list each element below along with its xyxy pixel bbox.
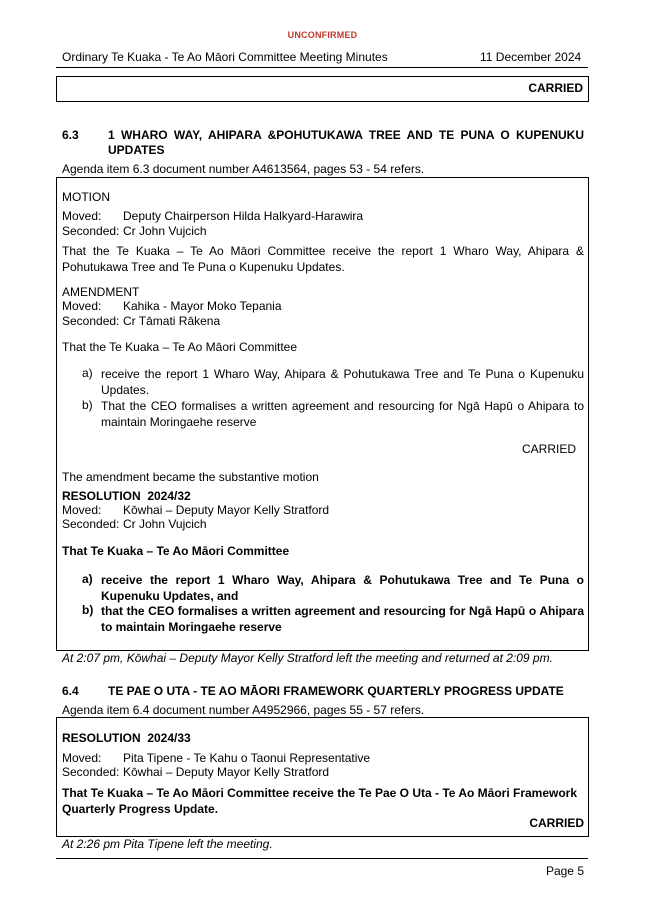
amendment-heading: AMENDMENT bbox=[62, 285, 140, 299]
moved-label: Moved: bbox=[62, 751, 102, 765]
resolution-moved bbox=[62, 503, 329, 518]
amendment-intro: That the Te Kuaka – Te Ao Māori Committee bbox=[62, 340, 298, 354]
motion-seconded bbox=[62, 224, 207, 239]
amendment-mover: Kahika - Mayor Moko Tepania bbox=[123, 299, 282, 313]
item-6-3-reference: Agenda item 6.3 document number A4613564, pages 53 - 54 refers. bbox=[62, 162, 425, 176]
seconded-label: Seconded: bbox=[62, 517, 120, 531]
amendment-item-b-letter: b) bbox=[82, 398, 93, 412]
resolution-seconded bbox=[62, 517, 207, 532]
substantive-note: The amendment became the substantive motion bbox=[62, 470, 319, 484]
amendment-item-a: receive the report 1 Wharo Way, Ahipara & Pohutukawa Tree and Te Puna o Kupenuku Updates. bbox=[101, 367, 584, 397]
resolution-2024-33-seconder: Kōwhai – Deputy Mayor Kelly Stratford bbox=[123, 765, 330, 779]
carried-label: CARRIED bbox=[528, 81, 583, 95]
resolution-item-a: receive the report 1 Wharo Way, Ahipara & Pohutukawa Tree and Te Puna o Kupenuku Updates, and bbox=[101, 573, 584, 603]
resolution-2024-33-heading: RESOLUTION 2024/33 bbox=[62, 731, 191, 745]
moved-label: Moved: bbox=[62, 209, 102, 223]
motion-text: That the Te Kuaka – Te Ao Māori Committee receive the report 1 Wharo Way, Ahipara & Pohutukawa Tree and Te Puna o Kupenuku Updates. bbox=[62, 244, 584, 274]
resolution-intro: That Te Kuaka – Te Ao Māori Committee bbox=[62, 544, 290, 558]
resolution-mover: Kōwhai – Deputy Mayor Kelly Stratford bbox=[123, 503, 330, 517]
item-6-3-title: 1 WHARO WAY, AHIPARA &POHUTUKAWA TREE AND TE PUNA O KUPENUKU UPDATES bbox=[108, 128, 584, 157]
motion-seconder: Cr John Vujcich bbox=[123, 224, 207, 238]
meeting-date: 11 December 2024 bbox=[480, 50, 582, 64]
header-rule bbox=[56, 67, 588, 68]
resolution-2024-33-moved bbox=[62, 751, 370, 766]
resolution-item-b-letter: b) bbox=[82, 603, 94, 617]
motion-mover: Deputy Chairperson Hilda Halkyard-Harawira bbox=[123, 209, 364, 223]
amendment-moved bbox=[62, 299, 282, 314]
resolution-seconder: Cr John Vujcich bbox=[123, 517, 207, 531]
item-6-4-reference: Agenda item 6.4 document number A4952966, pages 55 - 57 refers. bbox=[62, 703, 425, 717]
item-6-3-note: At 2:07 pm, Kōwhai – Deputy Mayor Kelly Stratford left the meeting and returned at 2:09 pm. bbox=[62, 651, 553, 665]
resolution-2024-33-result: CARRIED bbox=[529, 816, 584, 830]
document-title: Ordinary Te Kuaka - Te Ao Māori Committee Meeting Minutes bbox=[62, 50, 388, 64]
footer-rule bbox=[56, 858, 588, 859]
page-number: Page 5 bbox=[545, 864, 584, 878]
item-6-4-title: TE PAE O UTA - TE AO MĀORI FRAMEWORK QUARTERLY PROGRESS UPDATE bbox=[108, 684, 564, 698]
amendment-seconder: Cr Tāmati Rākena bbox=[123, 314, 221, 328]
item-6-4-number: 6.4 bbox=[62, 684, 79, 698]
resolution-2024-33-mover: Pita Tipene - Te Kahu o Taonui Representative bbox=[123, 751, 371, 765]
previous-resolution-box bbox=[56, 76, 589, 102]
resolution-heading: RESOLUTION 2024/32 bbox=[62, 489, 191, 503]
resolution-2024-33-seconded bbox=[62, 765, 329, 780]
amendment-item-a-letter: a) bbox=[82, 366, 93, 380]
seconded-label: Seconded: bbox=[62, 224, 120, 238]
resolution-item-a-letter: a) bbox=[82, 572, 93, 586]
amendment-seconded bbox=[62, 314, 220, 329]
seconded-label: Seconded: bbox=[62, 765, 120, 779]
amendment-result: CARRIED bbox=[522, 442, 577, 456]
seconded-label: Seconded: bbox=[62, 314, 120, 328]
item-6-3-number: 6.3 bbox=[62, 128, 79, 142]
motion-moved bbox=[62, 209, 363, 224]
amendment-item-b: That the CEO formalises a written agreement and resourcing for Ngā Hapū o Ahipara to maintain Moringaehe reserve bbox=[101, 399, 584, 429]
moved-label: Moved: bbox=[62, 503, 102, 517]
resolution-2024-33-text: That Te Kuaka – Te Ao Māori Committee receive the Te Pae O Uta - Te Ao Māori Framework Quarterly Progress Update. bbox=[62, 786, 578, 816]
resolution-item-b: that the CEO formalises a written agreement and resourcing for Ngā Hapū o Ahipara to maintain Moringaehe reserve bbox=[101, 604, 584, 634]
moved-label: Moved: bbox=[62, 299, 102, 313]
motion-heading: MOTION bbox=[62, 190, 110, 204]
item-6-4-note: At 2:26 pm Pita Tipene left the meeting. bbox=[62, 837, 273, 851]
unconfirmed-status: UNCONFIRMED bbox=[287, 30, 358, 40]
